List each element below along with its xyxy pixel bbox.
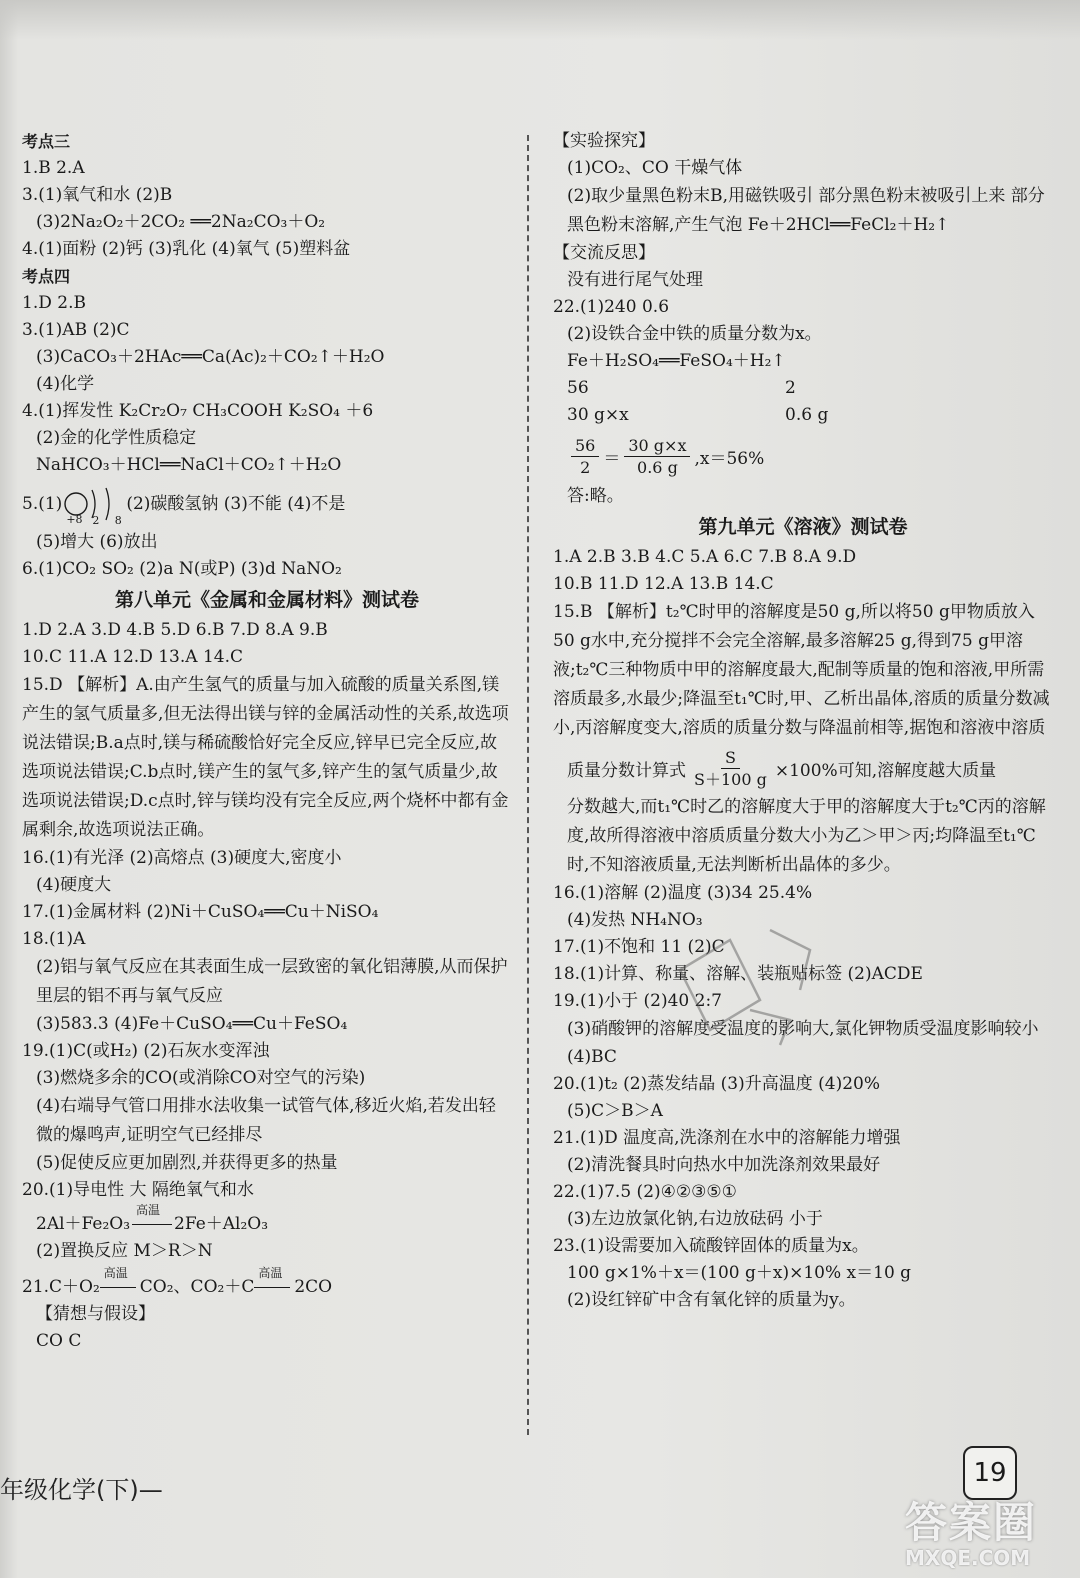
condition-label: 高温	[136, 1204, 161, 1217]
answer-line: (2)清洗餐具时向热水中加洗涤剂效果最好	[567, 1155, 881, 1175]
fraction-denominator: 2	[580, 457, 591, 477]
nucleus-label: +8	[66, 513, 83, 526]
equation-line	[22, 1204, 512, 1238]
answer-line: 22.(1)240 0.6	[553, 297, 670, 317]
equation-line: Fe＋H₂SO₄══FeSO₄＋H₂↑	[567, 351, 786, 371]
atom-diagram	[62, 482, 126, 526]
answer-line: (3)左边放氯化钠,右边放砝码 小于	[567, 1209, 823, 1229]
answer-line: (5)促使反应更加剧烈,并获得更多的热量	[36, 1153, 338, 1173]
proportion-equation: $\frac{56}{2}$ ＝ $\frac{30 g\times x}{0.6 g}$ ,x＝56%	[553, 429, 1053, 483]
fraction-denominator: S＋100 g	[694, 769, 767, 789]
mass-fe: 30 g×x	[567, 405, 629, 425]
subheading: 【交流反思】	[553, 243, 655, 263]
answer-paragraph: (3)硝酸钾的溶解度受温度的影响大,氯化钾物质受温度影响较小	[567, 1019, 1039, 1039]
mass-ratio-line	[553, 375, 1053, 402]
condition-label: 高温	[258, 1266, 283, 1280]
equation-line: (3)2Na₂O₂＋2CO₂ ══2Na₂CO₃＋O₂	[36, 212, 326, 232]
answer-line: CO C	[36, 1331, 82, 1351]
equation-line: (3)CaCO₃＋2HAc══Ca(Ac)₂＋CO₂↑＋H₂O	[36, 347, 385, 367]
answer-line: 答:略。	[567, 486, 624, 506]
answer-line: 17.(1)不饱和 11 (2)C	[553, 937, 725, 957]
fraction	[624, 435, 690, 478]
answer-line: 没有进行尾气处理	[567, 270, 703, 290]
answer-line: 6.(1)CO₂ SO₂ (2)a N(或P) (3)d NaNO₂	[22, 559, 342, 579]
result-text: ,x＝56%	[694, 448, 765, 469]
answer-line: 4.(1)挥发性 K₂Cr₂O₇ CH₃COOH K₂SO₄ ＋6	[22, 401, 374, 421]
answer-line: (5)增大 (6)放出	[36, 532, 158, 552]
fraction	[690, 747, 771, 790]
watermark-logo	[905, 1490, 1075, 1570]
equation-line	[22, 1265, 512, 1301]
heading-kaodian4: 考点四	[22, 267, 71, 286]
question-number: 5.(1)	[22, 494, 63, 514]
stamp-mark	[660, 910, 830, 1050]
analysis-paragraph: 15.D 【解析】A.由产生氢气的质量与加入硫酸的质量关系图,镁产生的氢气质量多,但无法得出镁与锌的金属活动性的关系,故选项说法错误;B.a点时,镁与稀硫酸恰好完全反应,锌早已完全反应,故选项说法错误;C.b点时,镁产生的氢气多,锌产生的氢气质量少,故选项说法错误;D.c点时,锌与镁均没有完全反应,两个烧杯中都有金属剩余,故选项说法正确。	[22, 675, 509, 840]
answer-line: 21.(1)D 温度高,洗涤剂在水中的溶解能力增强	[553, 1128, 901, 1148]
book-title-footer: 年级化学(下)—	[0, 1476, 163, 1504]
fraction-numerator: 56	[571, 435, 599, 457]
left-column	[22, 128, 512, 1355]
answer-line: 18.(1)计算、称量、溶解、装瓶贴标签 (2)ACDE	[553, 964, 923, 984]
reactants: 21.C＋O₂	[22, 1277, 100, 1297]
answer-line: (2)金的化学性质稳定	[36, 428, 197, 448]
answer-line: 4.(1)面粉 (2)钙 (3)乳化 (4)氧气 (5)塑料盆	[22, 239, 351, 259]
watermark-url: MXQE.COM	[905, 1546, 1031, 1570]
equation-line: 17.(1)金属材料 (2)Ni＋CuSO₄══Cu＋NiSO₄	[22, 902, 379, 922]
products: 2Fe＋Al₂O₃	[174, 1214, 269, 1234]
answer-line: (4)BC	[567, 1047, 617, 1067]
formula-line	[553, 743, 1053, 793]
page-top-shadow	[0, 0, 1080, 40]
atom-structure-line	[22, 479, 512, 529]
answer-line: 10.B 11.D 12.A 13.B 14.C	[553, 574, 774, 594]
mass-value-line	[553, 402, 1053, 429]
answer-line: (4)发热 NH₄NO₃	[567, 910, 703, 930]
answer-line: 20.(1)t₂ (2)蒸发结晶 (3)升高温度 (4)20%	[553, 1074, 881, 1094]
condition-arrow	[130, 1204, 174, 1238]
fraction-numerator: 30 g×x	[624, 435, 690, 457]
equation-line: 100 g×1%＋x＝(100 g＋x)×10% x＝10 g	[567, 1263, 912, 1283]
fraction-denominator: 0.6 g	[637, 457, 678, 477]
answer-text: (2)碳酸氢钠 (3)不能 (4)不是	[126, 494, 346, 514]
answer-line: (4)化学	[36, 374, 95, 394]
right-column	[553, 128, 1053, 1314]
equation-line: (3)583.3 (4)Fe＋CuSO₄══Cu＋FeSO₄	[36, 1014, 348, 1034]
answer-line: (2)置换反应 M＞R＞N	[36, 1241, 213, 1261]
answer-line: 1.D 2.A 3.D 4.B 5.D 6.B 7.D 8.A 9.B	[22, 620, 328, 640]
answer-line: 16.(1)溶解 (2)温度 (3)34 25.4%	[553, 883, 813, 903]
answer-line: (2)设红锌矿中含有氧化锌的质量为y。	[567, 1290, 856, 1310]
section-title-unit8: 第八单元《金属和金属材料》测试卷	[114, 589, 419, 611]
answer-line: 3.(1)AB (2)C	[22, 320, 130, 340]
analysis-paragraph: 分数越大,而t₁℃时乙的溶解度大于甲的溶解度大于t₂℃丙的溶解度,故所得溶液中溶质质量分数大小为乙＞甲＞丙;均降温至t₁℃时,不知溶液质量,无法判断析出晶体的多少。	[567, 797, 1046, 875]
products: 2CO	[294, 1277, 333, 1297]
shell-electrons: 2 8	[92, 514, 128, 527]
fraction	[571, 435, 599, 478]
page-number: 19	[963, 1446, 1017, 1500]
products: CO₂、CO₂＋C	[139, 1277, 255, 1297]
answer-line: 10.C 11.A 12.D 13.A 14.C	[22, 647, 243, 667]
reactants: 2Al＋Fe₂O₃	[36, 1214, 131, 1234]
answer-line: 18.(1)A	[22, 929, 86, 949]
answer-line: 19.(1)小于 (2)40 2:7	[553, 991, 722, 1011]
molar-mass-h2: 2	[785, 378, 796, 398]
answer-line: 1.D 2.B	[22, 293, 86, 313]
answer-line: (2)设铁合金中铁的质量分数为x。	[567, 324, 822, 344]
equation-line: NaHCO₃＋HCl══NaCl＋CO₂↑＋H₂O	[36, 455, 342, 475]
answer-line: (1)CO₂、CO 干燥气体	[567, 158, 743, 178]
column-divider	[527, 135, 529, 1435]
subheading: 【实验探究】	[553, 131, 655, 151]
answer-line: 22.(1)7.5 (2)④②③⑤①	[553, 1182, 737, 1202]
heading-kaodian3: 考点三	[22, 132, 71, 151]
answer-line: (4)硬度大	[36, 875, 112, 895]
answer-line: 20.(1)导电性 大 隔绝氧气和水	[22, 1180, 254, 1200]
fraction-numerator: S	[721, 747, 740, 769]
answer-line: 16.(1)有光泽 (2)高熔点 (3)硬度大,密度小	[22, 848, 342, 868]
analysis-paragraph: 15.B 【解析】t₂℃时甲的溶解度是50 g,所以将50 g甲物质放入50 g水中,充分搅拌不会完全溶解,最多溶解25 g,得到75 g甲溶液;t₂℃三种物质中甲的溶解度最大,配制等质量的饱和溶液,甲所需溶质最多,水最少;降温至t₁℃时,甲、乙析出晶体,溶质的质量分数减小,丙溶解度变大,溶质的质量分数与降温前相等,据饱和溶液中溶质	[553, 602, 1050, 738]
answer-line: 3.(1)氧气和水 (2)B	[22, 185, 173, 205]
section-title-unit9: 第九单元《溶液》测试卷	[698, 516, 908, 538]
answer-line: 1.A 2.B 3.B 4.C 5.A 6.C 7.B 8.A 9.D	[553, 547, 857, 567]
molar-mass-fe: 56	[567, 378, 589, 398]
answer-line: (3)燃烧多余的CO(或消除CO对空气的污染)	[36, 1068, 366, 1088]
condition-label: 高温	[103, 1266, 128, 1280]
answer-line: 19.(1)C(或H₂) (2)石灰水变浑浊	[22, 1041, 270, 1061]
answer-line: (5)C＞B＞A	[567, 1101, 663, 1121]
answer-paragraph: (4)右端导气管口用排水法收集一试管气体,移近火焰,若发出轻微的爆鸣声,证明空气已经排尽	[36, 1096, 496, 1145]
condition-arrow	[100, 1265, 140, 1301]
answer-paragraph: (2)取少量黑色粉末B,用磁铁吸引 部分黑色粉末被吸引上来 部分黑色粉末溶解,产生气泡 Fe＋2HCl══FeCl₂＋H₂↑	[567, 186, 1045, 235]
condition-arrow	[254, 1265, 294, 1301]
subheading: 【猜想与假设】	[36, 1304, 155, 1324]
formula-text: ×100%可知,溶解度越大质量	[774, 760, 997, 781]
mass-h2: 0.6 g	[785, 405, 829, 425]
answer-line: 1.B 2.A	[22, 158, 85, 178]
answer-paragraph: (2)铝与氧气反应在其表面生成一层致密的氧化铝薄膜,从而保护里层的铝不再与氧气反应	[36, 957, 508, 1006]
watermark-text: 答案圈	[905, 1498, 1038, 1547]
formula-text: 质量分数计算式	[567, 760, 686, 781]
answer-line: 23.(1)设需要加入硫酸锌固体的质量为x。	[553, 1236, 869, 1256]
